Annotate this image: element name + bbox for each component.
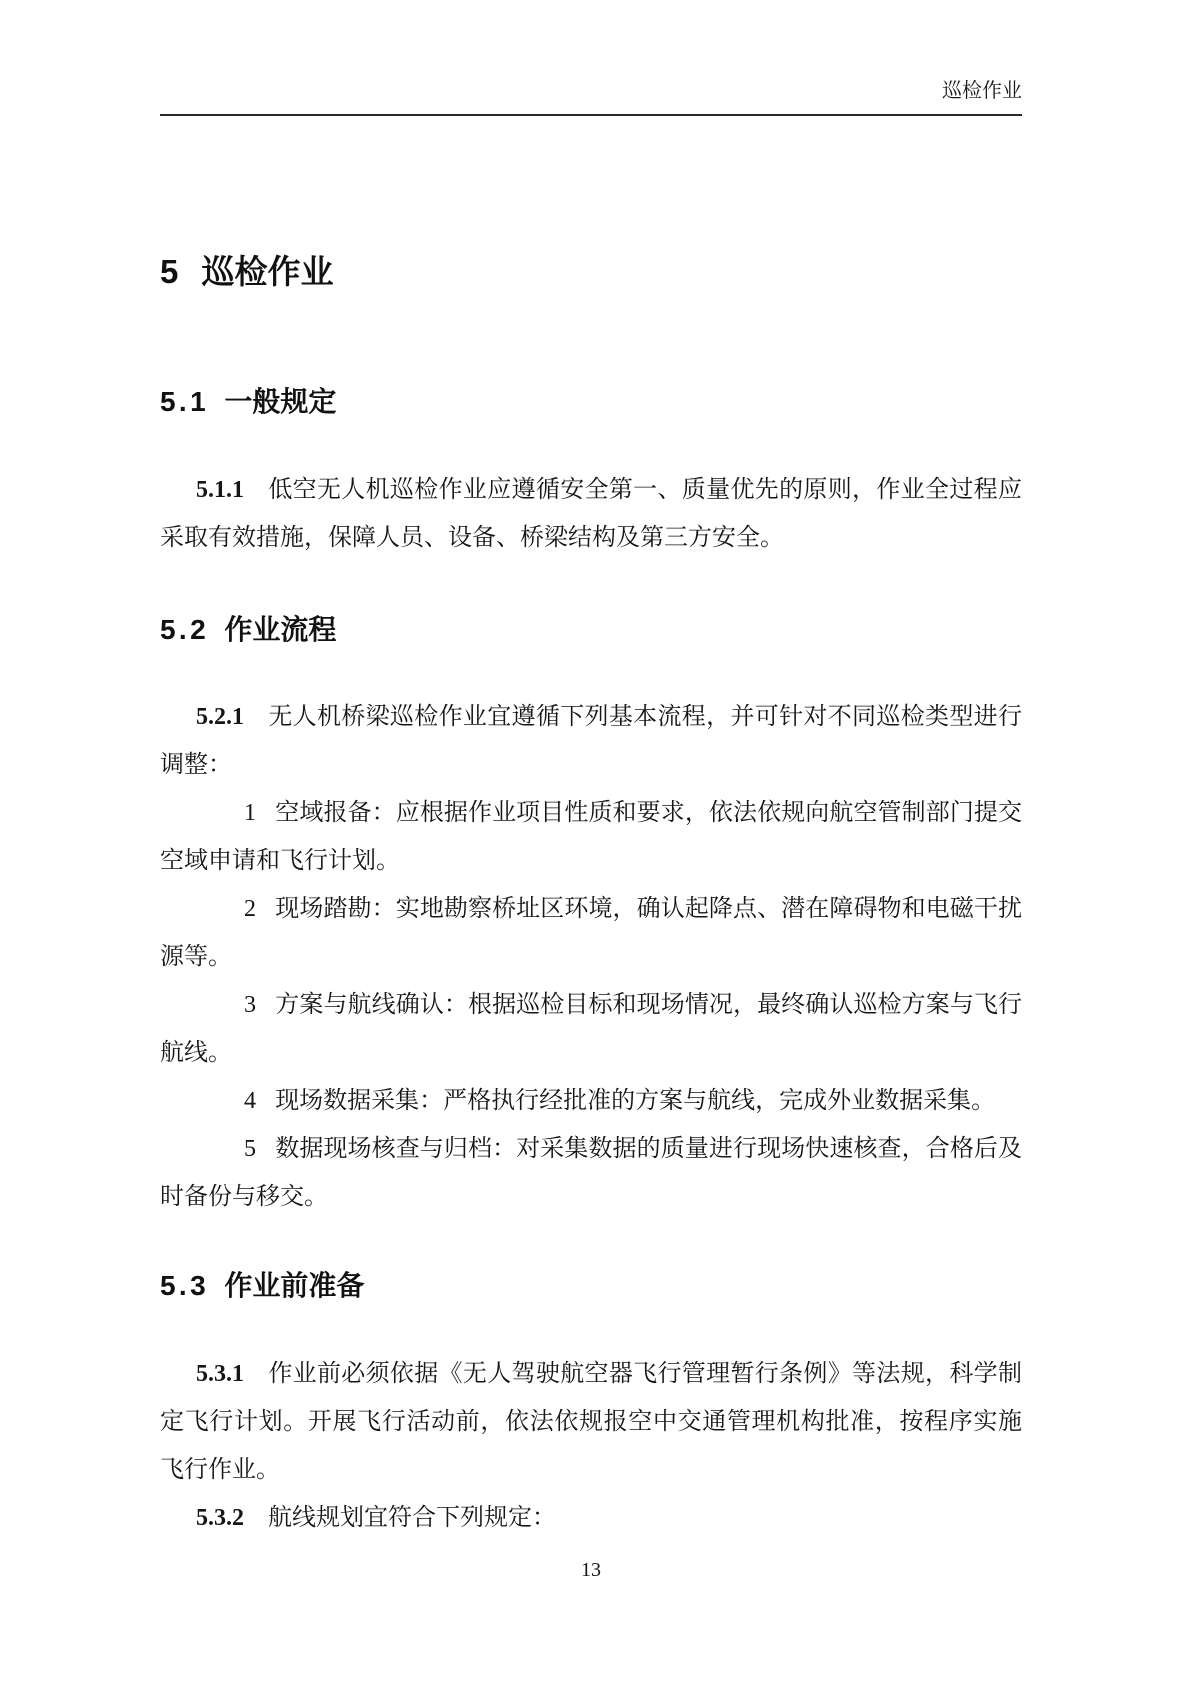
list-item-text: 空域报备：应根据作业项目性质和要求，依法依规向航空管制部门提交空域申请和飞行计划。 [160, 800, 1022, 874]
clause-text: 作业前必须依据《无人驾驶航空器飞行管理暂行条例》等法规，科学制定飞行计划。开展飞行活动前，依法依规报空中交通管理机构批准，按程序实施飞行作业。 [160, 1361, 1022, 1483]
list-item-5 [160, 1125, 1022, 1221]
list-item-1 [160, 789, 1022, 885]
section-number: 5.1 [160, 386, 210, 417]
clause-text: 低空无人机巡检作业应遵循安全第一、质量优先的原则，作业全过程应采取有效措施，保障人员、设备、桥梁结构及第三方安全。 [160, 477, 1022, 551]
list-item-text: 数据现场核查与归档：对采集数据的质量进行现场快速核查，合格后及时备份与移交。 [160, 1136, 1022, 1210]
clause-text: 无人机桥梁巡检作业宜遵循下列基本流程，并可针对不同巡检类型进行调整： [160, 704, 1022, 778]
clause-5-1-1 [160, 466, 1022, 562]
clause-5-3-2 [160, 1494, 1022, 1542]
clause-number: 5.3.2 [196, 1505, 244, 1531]
list-item-number: 3 [244, 992, 256, 1018]
section-heading-text: 作业流程 [224, 614, 337, 645]
chapter-number: 5 [160, 253, 179, 290]
clause-number: 5.1.1 [196, 477, 244, 503]
section-number: 5.3 [160, 1270, 210, 1301]
page-header [160, 0, 1022, 116]
list-item-number: 5 [244, 1136, 256, 1162]
section-number: 5.2 [160, 614, 210, 645]
chapter-title [160, 251, 1022, 293]
list-item-number: 1 [244, 800, 256, 826]
clause-number: 5.3.1 [196, 1361, 244, 1387]
section-heading-5-1 [160, 383, 1022, 421]
list-item-3 [160, 981, 1022, 1077]
list-item-4 [160, 1077, 1022, 1125]
list-item-text: 现场数据采集：严格执行经批准的方案与航线，完成外业数据采集。 [275, 1088, 996, 1114]
page-number: 13 [581, 1559, 601, 1581]
clause-5-3-1 [160, 1350, 1022, 1494]
list-item-text: 方案与航线确认：根据巡检目标和现场情况，最终确认巡检方案与飞行航线。 [160, 992, 1022, 1066]
list-item-2 [160, 885, 1022, 981]
section-heading-text: 作业前准备 [224, 1270, 365, 1301]
list-item-text: 现场踏勘：实地勘察桥址区环境，确认起降点、潜在障碍物和电磁干扰源等。 [160, 896, 1022, 970]
running-head: 巡检作业 [942, 80, 1022, 102]
section-heading-5-2 [160, 611, 1022, 649]
list-item-number: 2 [244, 896, 256, 922]
chapter-title-text: 巡检作业 [201, 253, 334, 290]
section-heading-text: 一般规定 [224, 386, 337, 417]
clause-text: 航线规划宜符合下列规定： [268, 1505, 556, 1531]
clause-5-2-1 [160, 693, 1022, 789]
section-heading-5-3 [160, 1267, 1022, 1305]
list-item-number: 4 [244, 1088, 256, 1114]
clause-number: 5.2.1 [196, 704, 244, 730]
